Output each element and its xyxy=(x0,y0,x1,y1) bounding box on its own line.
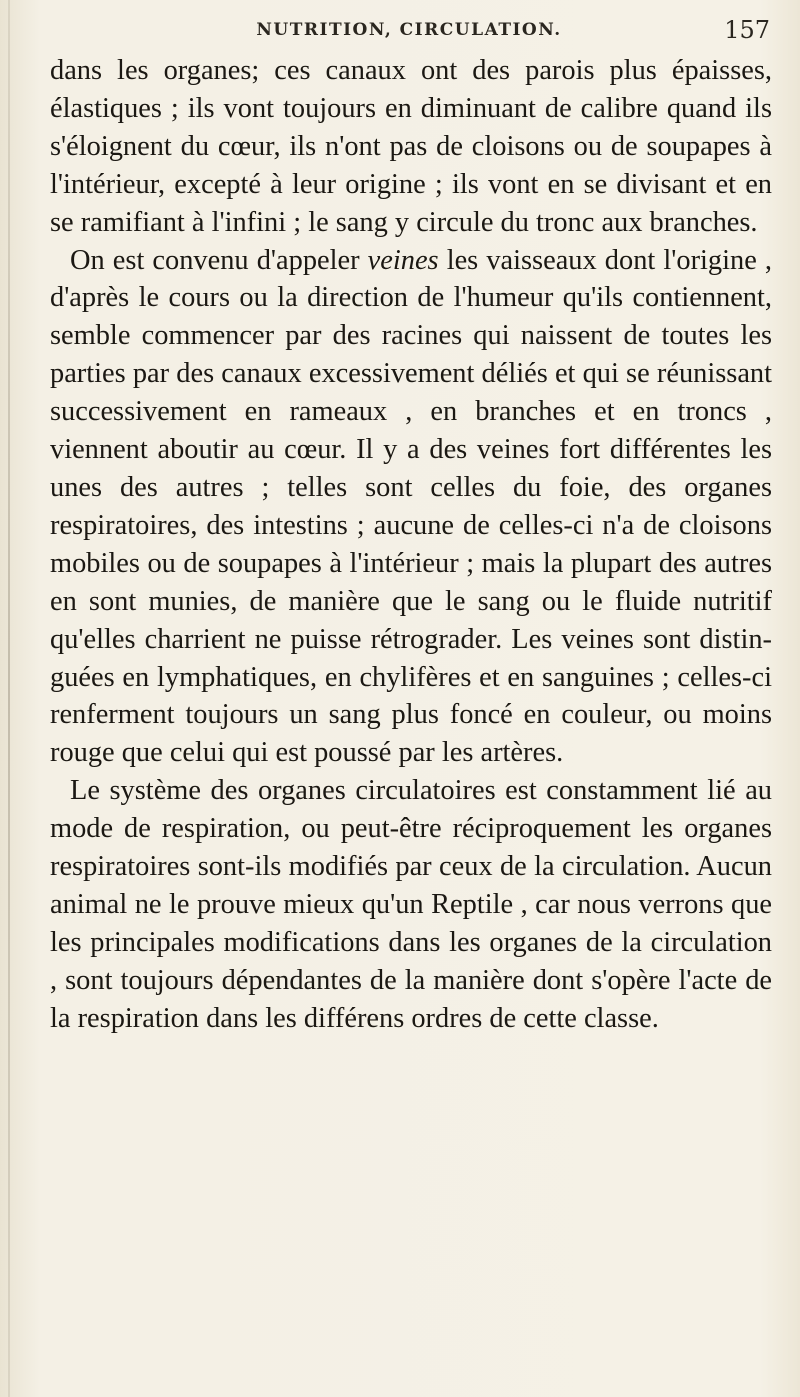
running-head: NUTRITION, CIRCULATION. xyxy=(256,20,562,40)
paragraph-2-rest: les vaisseaux dont l'origine , d'après le cours ou la direction de l'humeur qu'ils contiennent, semble commencer par des racines qui naissent de toutes les parties par des canaux excessivement déliés et qui se réunissant successivement en rameaux , en branches et en troncs , viennent aboutir au cœur. Il y a des veines fort différentes les unes des autres ; telles sont celles du foie, des organes respiratoires, des intestins ; aucune de celles-ci n'a de cloisons mobiles ou de soupapes à l'intérieur ; mais la plupart des autres en sont munies, de manière que le sang ou le fluide nutritif qu'elles charrient ne puisse rétrograder. Les veines sont distinguées en lymphatiques, en chylifères et en sanguines ; celles-ci renferment toujours un sang plus foncé en couleur, ou moins rouge que celui qui est poussé par les artères. xyxy=(50,244,772,769)
paragraph-1: dans les organes; ces canaux ont des parois plus épaisses, élastiques ; ils vont toujours en diminuant de calibre quand ils s'éloignent du cœur, ils n'ont pas de cloisons ou de soupapes à l'intérieur, excepté à leur origine ; ils vont en se divisant et en se ramifiant à l'infini ; le sang y circule du tronc aux branches. xyxy=(50,55,772,238)
paragraph-2 xyxy=(50,242,772,773)
body-text xyxy=(50,52,772,1038)
paragraph-3: Le système des organes circulatoires est constamment lié au mode de respiration, ou peut-être réciproquement les organes respiratoires sont-ils modifiés par ceux de la circulation. Aucun animal ne le prouve mieux qu'un Reptile , car nous verrons que les principales modifications dans les organes de la circulation , sont toujours dépendantes de la manière dont s'opère l'acte de la respiration dans les différens ordres de cette classe. xyxy=(50,775,772,1034)
page-header xyxy=(48,14,770,50)
term-veines: veines xyxy=(367,244,439,276)
page-gutter-shadow xyxy=(8,0,10,1397)
paragraph-2-start: On est convenu d'appeler xyxy=(70,244,368,276)
page-number: 157 xyxy=(724,16,770,44)
